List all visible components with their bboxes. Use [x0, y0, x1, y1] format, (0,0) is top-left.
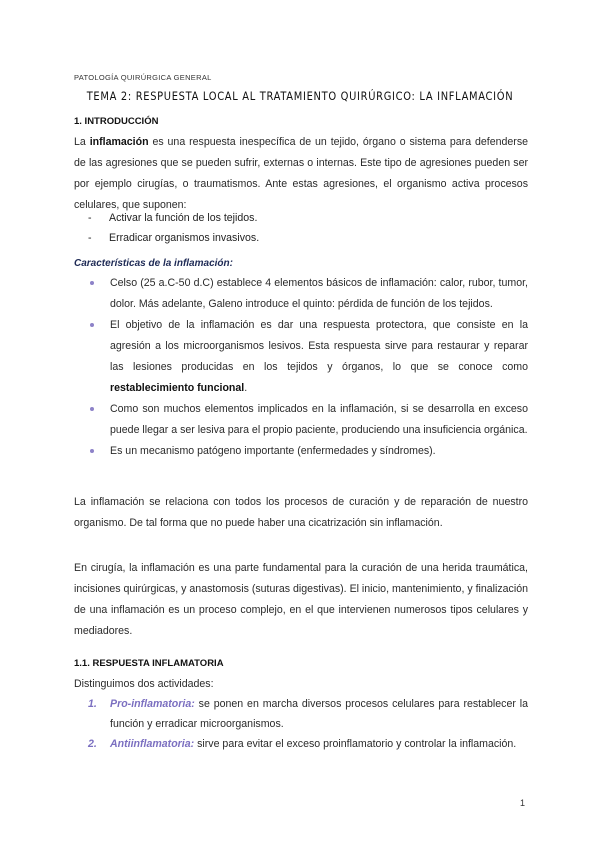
- dash-item: - Erradicar organismos invasivos.: [88, 228, 259, 248]
- dash-item: - Activar la función de los tejidos.: [88, 208, 259, 228]
- section-heading-introduccion: 1. INTRODUCCIÓN: [74, 116, 159, 127]
- bullet-item: [74, 315, 528, 399]
- section-heading-respuesta-inflamatoria: 1.1. RESPUESTA INFLAMATORIA: [74, 658, 224, 669]
- item-number: 1.: [88, 698, 97, 710]
- numbered-item: [74, 734, 528, 754]
- intro-bold-term: inflamación: [89, 136, 149, 148]
- characteristics-heading: Características de la inflamación:: [74, 258, 233, 269]
- bullet-text: Es un mecanismo patógeno importante (enfermedades y síndromes).: [110, 445, 436, 457]
- bullet-text: Celso (25 a.C-50 d.C) establece 4 elementos básicos de inflamación: calor, rubor, tumor, dolor. Más adelante, Galeno introduce el quinto: pérdida de función de los tejidos.: [110, 277, 528, 310]
- item-number: 2.: [88, 738, 97, 750]
- document-title: TEMA 2: RESPUESTA LOCAL AL TRATAMIENTO QUIRÚRGICO: LA INFLAMACIÓN: [86, 89, 514, 103]
- bullet-bold-term: restablecimiento funcional: [110, 382, 245, 394]
- dash-list: [88, 208, 259, 248]
- bullet-text-post: .: [244, 382, 248, 394]
- paragraph-curacion: La inflamación se relaciona con todos los procesos de curación y de reparación de nuestro organismo. De tal forma que no puede haber una cicatrización sin inflamación.: [74, 496, 528, 529]
- intro-paragraph: [74, 132, 528, 216]
- intro-text-post: es una respuesta inespecífica de un tejido, órgano o sistema para defenderse de las agresiones que se pueden sufrir, externas o internas. Este tipo de agresiones pueden ser por ejemplo cirugías, o traumatismos. Ante estas agresiones, el organismo activa procesos celulares, que suponen:: [74, 136, 529, 211]
- bullet-item: [74, 441, 528, 462]
- activities-list: [74, 694, 528, 754]
- characteristics-list: [74, 273, 528, 462]
- item-term: Pro-inflamatoria:: [110, 698, 195, 710]
- bullet-item: [74, 399, 528, 441]
- item-text: se ponen en marcha diversos procesos celulares para restablecer la función y erradicar microorganismos.: [110, 698, 528, 730]
- intro-text-pre: La: [74, 136, 90, 148]
- activities-lead: Distinguimos dos actividades:: [74, 678, 214, 690]
- bullet-dot-icon: [90, 281, 94, 285]
- bullet-dot-icon: [90, 449, 94, 453]
- bullet-text-pre: El objetivo de la inflamación es dar una respuesta protectora, que consiste en la agresión a los microorganismos lesivos. Esta respuesta sirve para restaurar y reparar las lesiones producidas en los tejidos y órganos, lo que se conoce como: [110, 319, 528, 373]
- numbered-item: [74, 694, 528, 734]
- item-text: sirve para evitar el exceso proinflamatorio y controlar la inflamación.: [194, 738, 517, 750]
- item-term: Antiinflamatoria:: [110, 738, 195, 750]
- page-number: 1: [520, 798, 526, 808]
- paragraph-cirugia: En cirugía, la inflamación es una parte fundamental para la curación de una herida traumática, incisiones quirúrgicas, y anastomosis (suturas digestivas). El inicio, mantenimiento, y finalización de una inflamación es un proceso complejo, en el que intervienen numerosos tipos celulares y mediadores.: [74, 562, 528, 637]
- course-header: PATOLOGÍA QUIRÚRGICA GENERAL: [74, 73, 212, 82]
- bullet-item: [74, 273, 528, 315]
- bullet-dot-icon: [90, 323, 94, 327]
- bullet-dot-icon: [90, 407, 94, 411]
- bullet-text: Como son muchos elementos implicados en la inflamación, si se desarrolla en exceso puede llegar a ser lesiva para el propio paciente, produciendo una insuficiencia orgánica.: [110, 403, 528, 436]
